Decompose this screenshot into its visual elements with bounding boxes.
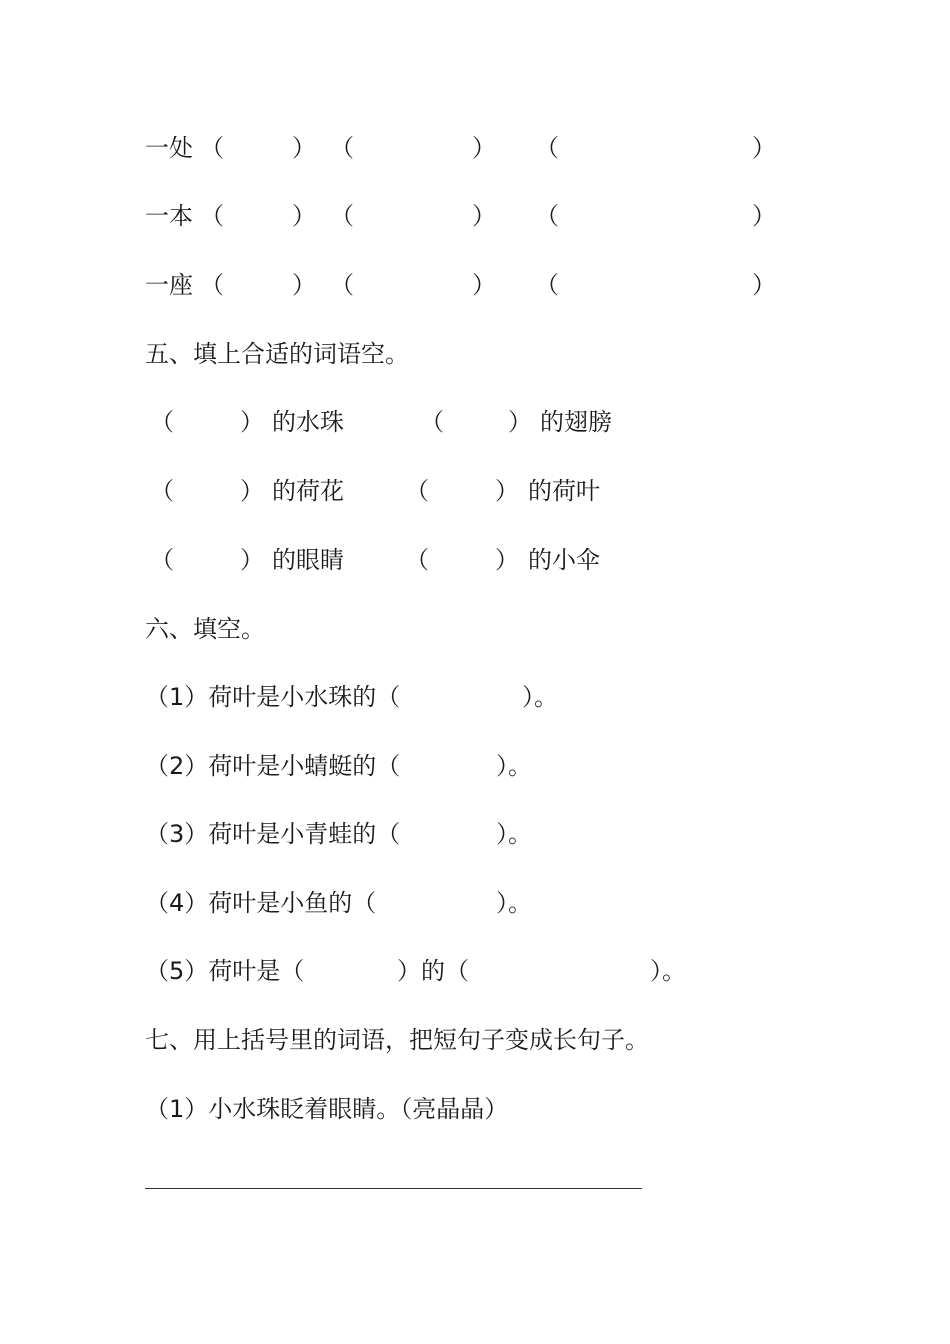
fill-prefix: （2）荷叶是小蜻蜓的（ xyxy=(145,752,401,780)
fill-prefix: （4）荷叶是小鱼的（ xyxy=(145,889,377,917)
open-paren: （ xyxy=(150,477,174,505)
fill-middle: ）的（ xyxy=(397,957,469,985)
fill-suffix: ）。 xyxy=(496,889,532,917)
close-paren: ） xyxy=(752,271,776,299)
section-heading: 六、填空。 xyxy=(145,615,265,643)
open-paren: （ xyxy=(150,408,174,436)
open-paren: （ xyxy=(535,202,559,230)
phrase-text: 的眼睛 xyxy=(272,546,344,574)
fill-suffix: ）。 xyxy=(522,683,558,711)
open-paren: （ xyxy=(420,408,444,436)
open-paren: （ xyxy=(200,134,224,162)
close-paren: ） xyxy=(752,202,776,230)
close-paren: ） xyxy=(472,271,496,299)
measure-word: 一座 xyxy=(145,271,193,299)
open-paren: （ xyxy=(405,546,429,574)
close-paren: ） xyxy=(472,202,496,230)
phrase-text: 的翅膀 xyxy=(540,408,612,436)
close-paren: ） xyxy=(240,546,264,574)
fill-prefix: （1）荷叶是小水珠的（ xyxy=(145,683,401,711)
open-paren: （ xyxy=(200,271,224,299)
open-paren: （ xyxy=(330,202,354,230)
sentence-prompt: （1）小水珠眨着眼睛。（亮晶晶） xyxy=(145,1095,509,1123)
close-paren: ） xyxy=(240,477,264,505)
close-paren: ） xyxy=(495,546,519,574)
close-paren: ） xyxy=(292,134,316,162)
open-paren: （ xyxy=(200,202,224,230)
phrase-text: 的小伞 xyxy=(528,546,600,574)
phrase-text: 的荷花 xyxy=(272,477,344,505)
close-paren: ） xyxy=(292,271,316,299)
phrase-text: 的荷叶 xyxy=(528,477,600,505)
measure-word: 一处 xyxy=(145,134,193,162)
close-paren: ） xyxy=(240,408,264,436)
phrase-text: 的水珠 xyxy=(272,408,344,436)
open-paren: （ xyxy=(535,134,559,162)
open-paren: （ xyxy=(535,271,559,299)
close-paren: ） xyxy=(495,477,519,505)
fill-prefix: （3）荷叶是小青蛙的（ xyxy=(145,820,401,848)
section-heading: 五、填上合适的词语空。 xyxy=(145,340,409,368)
fill-suffix: ）。 xyxy=(496,752,532,780)
close-paren: ） xyxy=(508,408,532,436)
section-heading: 七、用上括号里的词语，把短句子变成长句子。 xyxy=(145,1026,649,1054)
answer-line[interactable] xyxy=(145,1188,642,1189)
open-paren: （ xyxy=(330,271,354,299)
open-paren: （ xyxy=(405,477,429,505)
measure-word: 一本 xyxy=(145,202,193,230)
close-paren: ） xyxy=(472,134,496,162)
fill-suffix: ）。 xyxy=(496,820,532,848)
fill-prefix: （5）荷叶是（ xyxy=(145,957,305,985)
open-paren: （ xyxy=(330,134,354,162)
open-paren: （ xyxy=(150,546,174,574)
fill-suffix: ）。 xyxy=(650,957,686,985)
close-paren: ） xyxy=(752,134,776,162)
close-paren: ） xyxy=(292,202,316,230)
